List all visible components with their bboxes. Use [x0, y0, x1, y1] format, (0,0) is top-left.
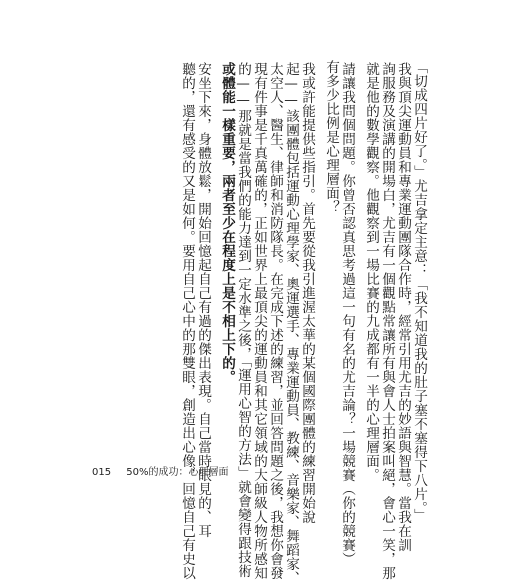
text-column-4: 就是他的數學觀察。他觀察到一場比賽的九成都有一半的心理層面。 — [363, 62, 379, 482]
text-column-2: 我與頂尖運動員和專業運動團隊合作時，經常引用尤吉的妙語與智慧。當我在訓 — [395, 62, 411, 552]
text-column-14: 聽的，還有感受的又是如何。要用自己心中的那雙眼，創造出心像，回憶自己有史以 — [179, 62, 195, 580]
text-column-8: 起——該團體包括運動心理學家、奧運選手、專業運動員、教練、音樂家、舞蹈家、 — [283, 62, 299, 585]
text-column-11: 的——那就是當我們的能力達到一定水準之後，「運用心智的方法」就會變得跟技術 — [235, 62, 251, 578]
book-title: 50%的成功：心理層面 — [126, 467, 229, 478]
page-footer — [92, 463, 229, 478]
text-column-1: 「切成四片好了。」尤吉拿定主意：「我不知道我的肚子塞不塞得下八片。」 — [411, 60, 427, 523]
text-column-3: 詢服務及演講的開場白，尤吉有一個觀點常讓所有與會人士拍案叫絕，會心一笑，那 — [379, 62, 395, 580]
text-column-12: 或體能一樣重要，兩者至少在程度上是不相上下的。 — [219, 62, 235, 384]
text-column-6: 有多少比例是心理層面？ — [323, 60, 339, 214]
text-column-9: 太空人、醫生、律師和消防隊長。在完成下述的練習，並回答問題之後，我想你會發 — [267, 62, 283, 580]
text-column-10: 現有件事是千真萬確的，正如世界上最頂尖的運動員和其它領域的大師級人物所感知 — [251, 62, 267, 580]
text-column-7: 我或許能提供些指引。首先要從我引進渥太華的某個國際團體的練習開始說 — [299, 62, 315, 524]
text-column-13: 安坐下來，身體放鬆，開始回憶起自己有過的傑出表現。自己當時眼見的、耳 — [195, 62, 211, 538]
page-number: 015 — [92, 467, 112, 478]
text-column-5: 請讓我問個問題。你曾否認真思考過這一句有名的尤吉論？一場競賽（你的競賽） — [339, 62, 355, 566]
